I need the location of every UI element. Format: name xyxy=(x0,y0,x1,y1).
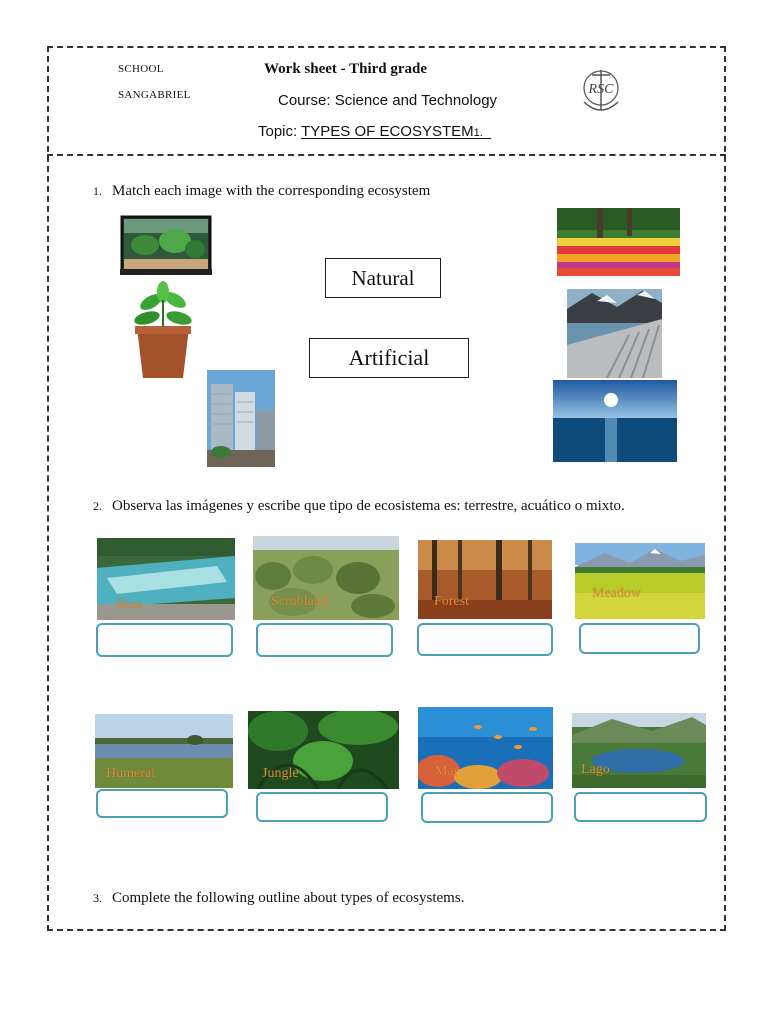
question-2-number: 2. xyxy=(93,499,102,513)
sea-image[interactable] xyxy=(553,380,677,462)
question-3-text: Complete the following outline about types of ecosystems. xyxy=(112,890,465,906)
answer-box-scrubland[interactable] xyxy=(256,623,393,657)
answer-box-jungle[interactable] xyxy=(256,792,388,822)
caption-meadow: Meadow xyxy=(592,586,641,601)
caption-scrubland: Scrubland xyxy=(271,594,328,609)
city-buildings-image[interactable] xyxy=(207,370,275,467)
question-2-text: Observa las imágenes y escribe que tipo de ecosistema es: terrestre, acuático o mixto. xyxy=(112,498,625,514)
flower-garden-image[interactable] xyxy=(557,208,680,276)
topic-value: TYPES OF ECOSYSTEM1. xyxy=(301,123,483,140)
answer-box-rios[interactable] xyxy=(96,623,233,657)
aquarium-image[interactable] xyxy=(120,213,212,275)
label-artificial[interactable]: Artificial xyxy=(309,338,469,378)
meadow-image[interactable] xyxy=(575,543,705,619)
anchor-crest-icon xyxy=(572,66,630,116)
answer-box-lago[interactable] xyxy=(574,792,707,822)
school-label: SCHOOL xyxy=(118,63,164,75)
school-name: SANGABRIEL xyxy=(118,89,191,101)
answer-box-mar[interactable] xyxy=(421,792,553,823)
question-3 xyxy=(93,890,464,907)
label-natural[interactable]: Natural xyxy=(325,258,441,298)
question-2 xyxy=(93,498,625,515)
dam-reservoir-image[interactable] xyxy=(567,289,662,378)
header-separator xyxy=(47,154,726,156)
worksheet-title: Work sheet - Third grade xyxy=(264,61,428,77)
caption-humeral: Humeral xyxy=(106,766,155,781)
question-1-number: 1. xyxy=(93,184,102,198)
topic-label xyxy=(258,123,491,140)
caption-lago: Lago xyxy=(581,762,610,777)
answer-box-humeral[interactable] xyxy=(96,789,228,818)
caption-jungle: Jungle xyxy=(262,766,299,781)
question-1-text: Match each image with the corresponding ecosystem xyxy=(112,183,431,199)
caption-rios: Rios xyxy=(116,597,142,612)
course-label: Course: Science and Technology xyxy=(278,92,498,109)
logo-text: RSC xyxy=(588,82,614,97)
caption-mar: Mar xyxy=(435,764,459,779)
answer-box-meadow[interactable] xyxy=(579,623,700,654)
caption-forest: Forest xyxy=(434,594,469,609)
topic-prefix: Topic: xyxy=(258,123,302,140)
question-1 xyxy=(93,183,430,200)
potted-plant-image[interactable] xyxy=(131,280,195,380)
answer-box-forest[interactable] xyxy=(417,623,553,656)
question-3-number: 3. xyxy=(93,891,102,905)
